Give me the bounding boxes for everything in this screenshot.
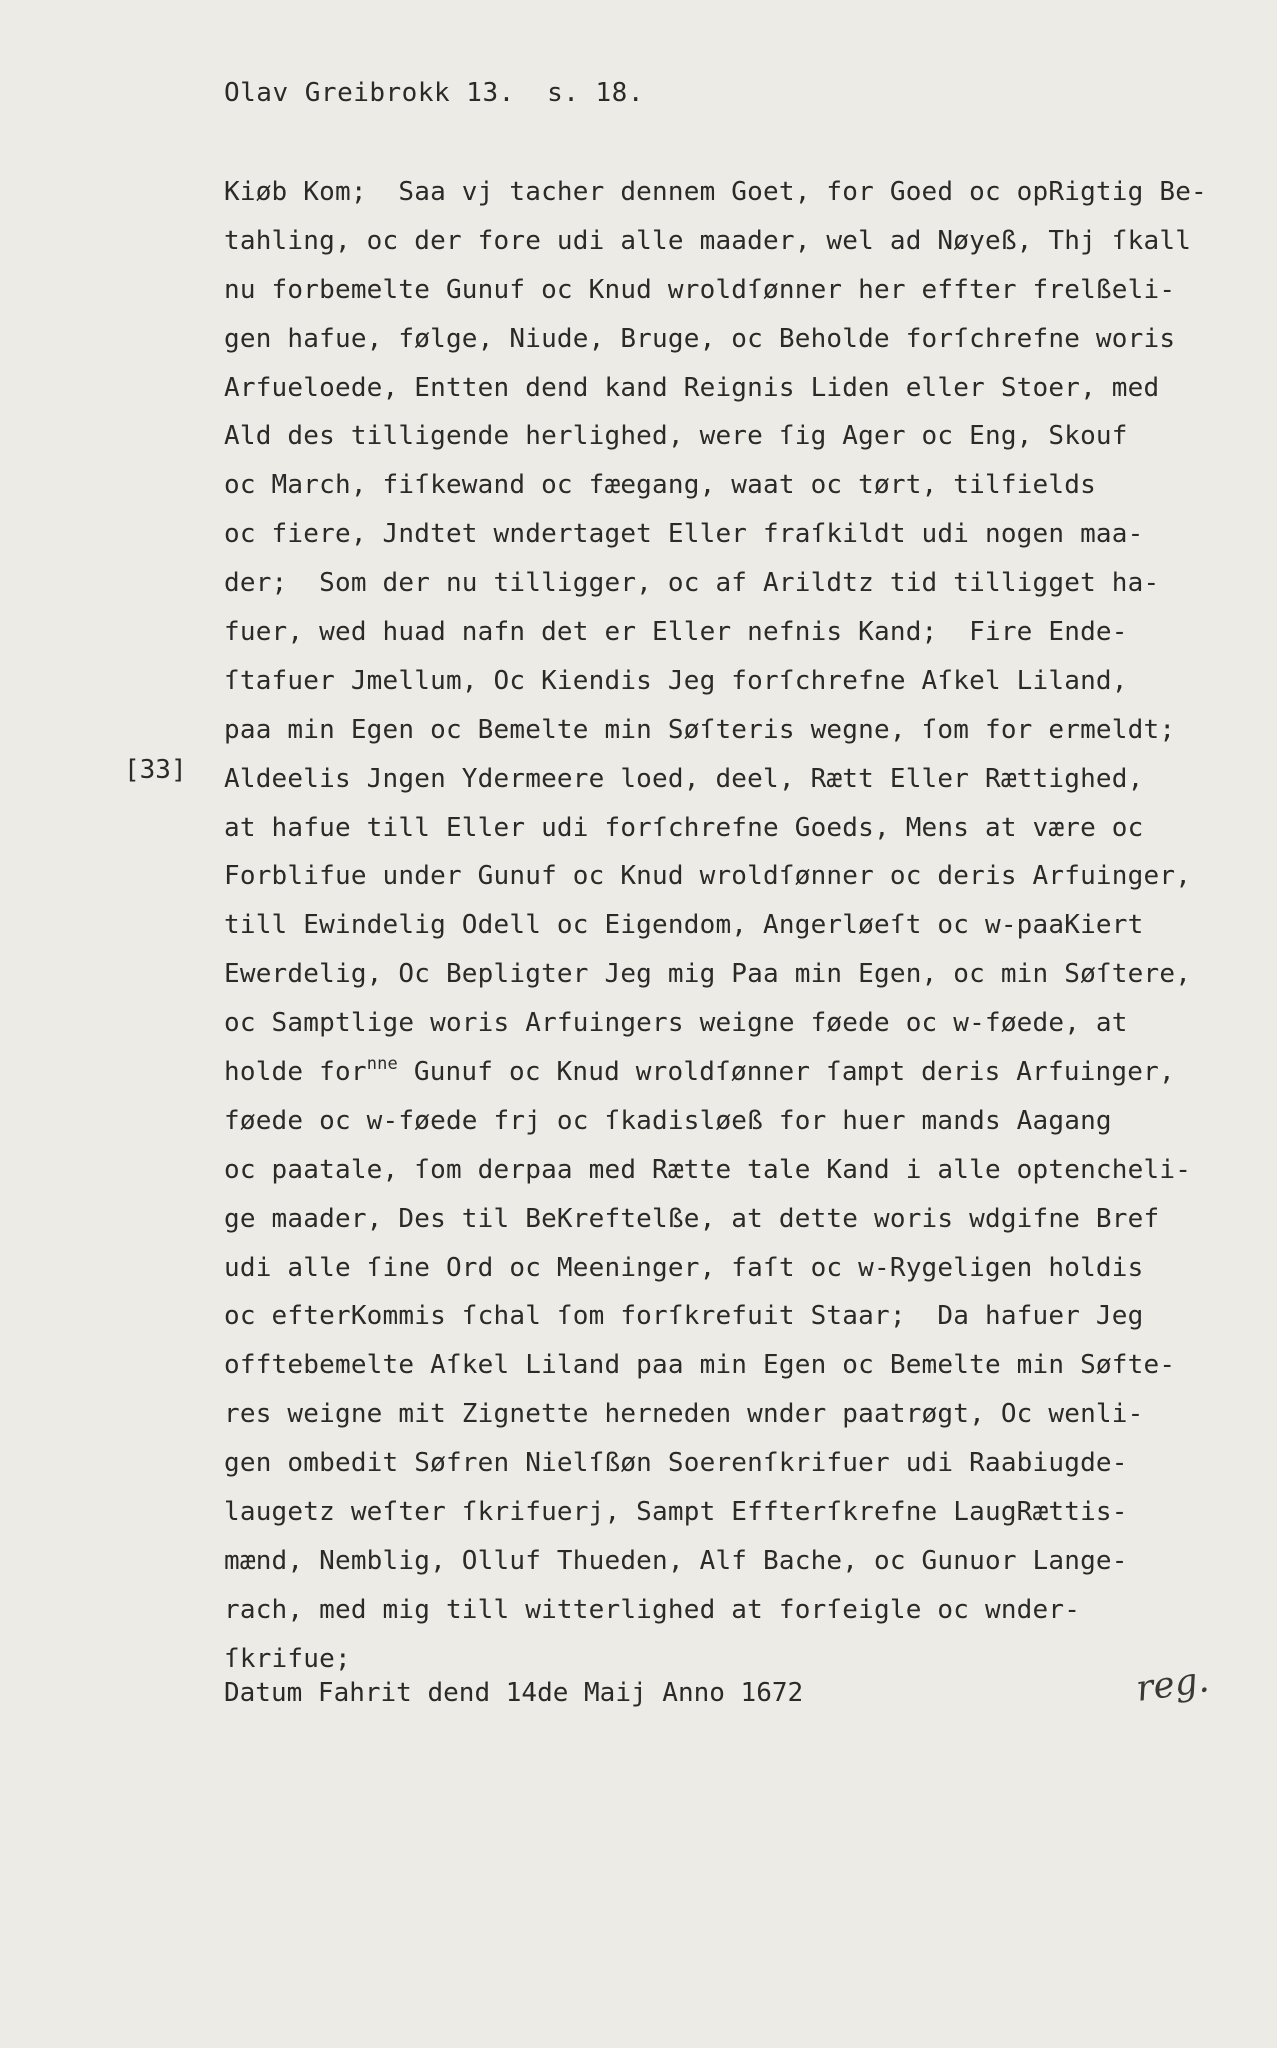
text-line: at hafue till Eller udi forſchrefne Goeds, Mens at være oc xyxy=(224,812,1144,843)
text-line: fuer, wed huad nafn det er Eller nefnis Kand; Fire Ende- xyxy=(224,617,1128,648)
text-line: nu forbemelte Gunuf oc Knud wroldſønner her effter frelßeli- xyxy=(224,274,1176,305)
text-line: tahling, oc der fore udi alle maader, wel ad Nøyeß, Thj ſkall xyxy=(224,225,1192,256)
text-line: rach, med mig till witterlighed at forſeigle oc wnder- xyxy=(224,1594,1081,1625)
text-line: oc March, fiſkewand oc fæegang, waat oc tørt, tilfields xyxy=(224,470,1096,501)
page-header: Olav Greibrokk 13. s. 18. xyxy=(224,78,644,108)
text-line: Ald des tilligende herlighed, were ſig Ager oc Eng, Skouf xyxy=(224,421,1128,452)
date-line: Datum Fahrit dend 14de Maij Anno 1672 xyxy=(224,1678,804,1708)
text-line: Forblifue under Gunuf oc Knud wroldſønner oc deris Arfuinger, xyxy=(224,861,1192,892)
text-line: paa min Egen oc Bemelte min Søſteris wegne, ſom for ermeldt; xyxy=(224,714,1176,745)
text-segment: holde for xyxy=(224,1057,367,1088)
text-line: oc Samptlige woris Arfuingers weigne føede oc w-føede, at xyxy=(224,1008,1128,1039)
text-line: ſtafuer Jmellum, Oc Kiendis Jeg forſchrefne Aſkel Liland, xyxy=(224,665,1128,696)
text-line: føede oc w-føede frj oc ſkadisløeß for huer mands Aagang xyxy=(224,1105,1112,1136)
text-segment: Gunuf oc Knud wroldſønner ſampt deris Arfuinger, xyxy=(398,1057,1175,1088)
text-line: res weigne mit Zignette herneden wnder paatrøgt, Oc wenli- xyxy=(224,1399,1144,1430)
margin-page-number: [33] xyxy=(124,755,187,785)
text-line: udi alle ſine Ord oc Meeninger, faſt oc w-Rygeligen holdis xyxy=(224,1252,1144,1283)
transcription-body xyxy=(224,168,1224,1684)
text-line: Aldeelis Jngen Ydermeere loed, deel, Rætt Eller Rættighed, xyxy=(224,763,1144,794)
text-line: oc paatale, ſom derpaa med Rætte tale Kand i alle optencheli- xyxy=(224,1154,1192,1185)
text-line: der; Som der nu tilligger, oc af Arildtz tid tilligget ha- xyxy=(224,568,1160,599)
text-line: Ewerdelig, Oc Bepligter Jeg mig Paa min Egen, oc min Søſtere, xyxy=(224,959,1192,990)
text-line: oc fiere, Jndtet wndertaget Eller fraſkildt udi nogen maa- xyxy=(224,519,1144,550)
text-line: till Ewindelig Odell oc Eigendom, Angerløeſt oc w-paaKiert xyxy=(224,910,1144,941)
text-line: Arfueloede, Entten dend kand Reignis Liden eller Stoer, med xyxy=(224,372,1160,403)
text-line: ge maader, Des til BeKreftelße, at dette woris wdgifne Bref xyxy=(224,1203,1160,1234)
text-line: ſkrifue; xyxy=(224,1643,351,1674)
handwritten-reg-mark: reg. xyxy=(1133,1659,1212,1710)
superscript-abbreviation: nne xyxy=(366,1054,398,1075)
text-line: gen ombedit Søfren Nielſßøn Soerenſkrifuer udi Raabiugde- xyxy=(224,1448,1128,1479)
text-line: laugetz weſter ſkrifuerj, Sampt Effterſkrefne LaugRættis- xyxy=(224,1497,1128,1528)
text-line: Kiøb Kom; Saa vj tacher dennem Goet, for Goed oc opRigtig Be- xyxy=(224,177,1207,207)
text-line xyxy=(224,1048,1224,1097)
text-line: oc efterKommis ſchal ſom forſkrefuit Staar; Da hafuer Jeg xyxy=(224,1301,1144,1332)
text-line: mænd, Nemblig, Olluf Thueden, Alf Bache, oc Gunuor Lange- xyxy=(224,1545,1128,1576)
text-line: offtebemelte Aſkel Liland paa min Egen oc Bemelte min Søfte- xyxy=(224,1350,1176,1381)
text-line: gen hafue, følge, Niude, Bruge, oc Beholde forſchrefne woris xyxy=(224,323,1176,354)
